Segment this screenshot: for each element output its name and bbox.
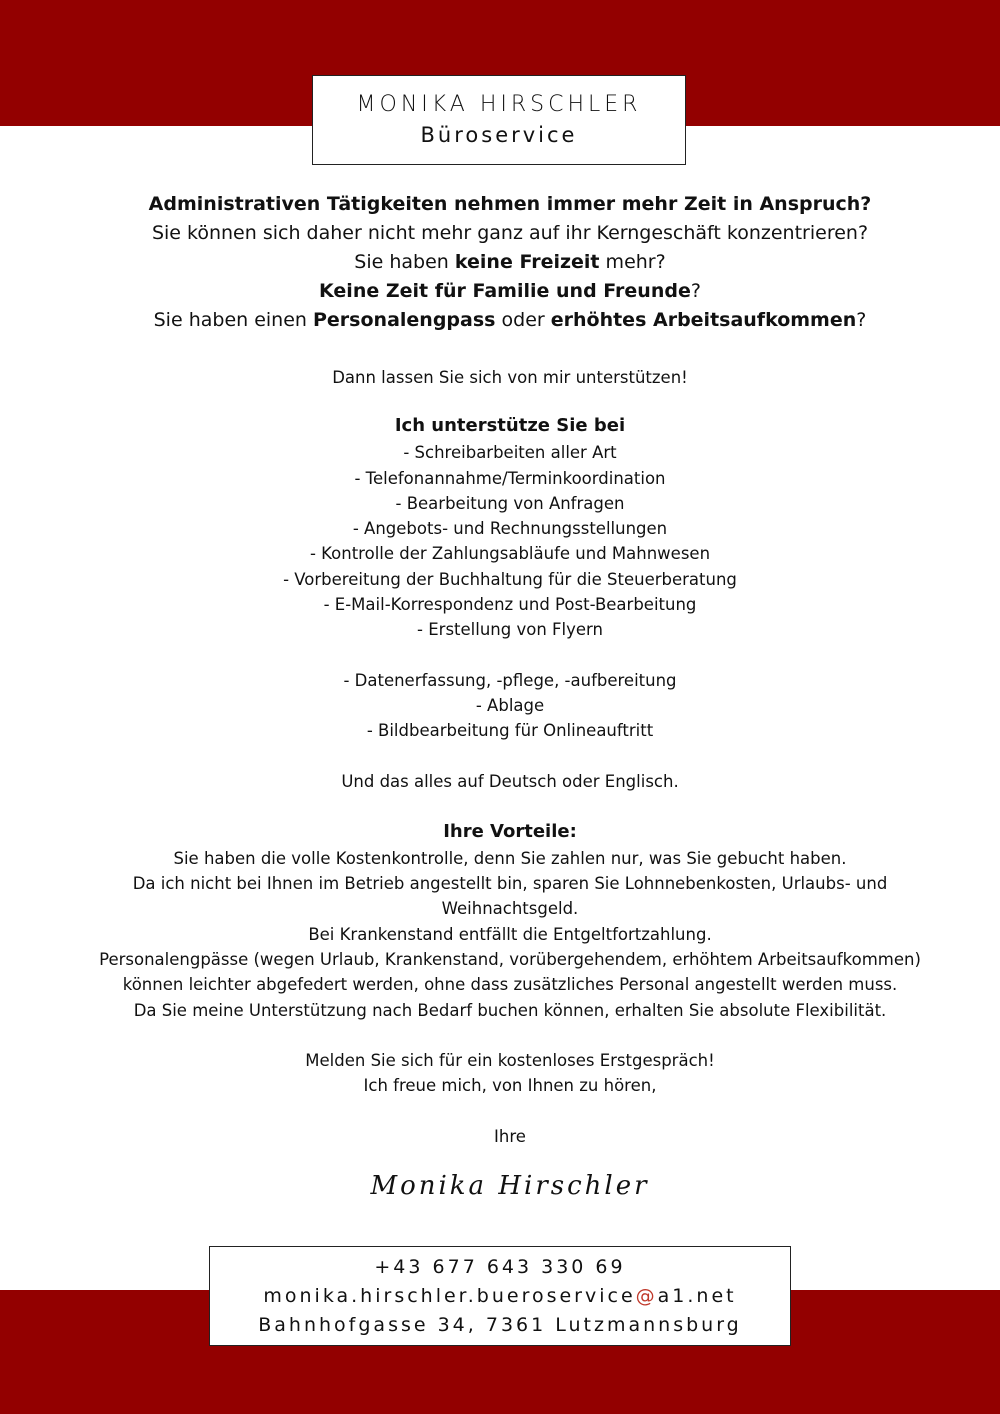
benefit-line: Weihnachtsgeld. bbox=[441, 899, 579, 919]
closing-greeting: Ich freue mich, von Ihnen zu hören, bbox=[363, 1076, 657, 1096]
service-item: - E-Mail-Korrespondenz und Post-Bearbeitung bbox=[323, 595, 697, 615]
company-subtitle: Büroservice bbox=[420, 123, 578, 147]
benefit-line: können leichter abgefedert werden, ohne dass zusätzliches Personal angestellt werden muss. bbox=[122, 975, 898, 995]
intro-question-3: Sie haben keine Freizeit mehr? bbox=[354, 251, 666, 273]
intro-question-5: Sie haben einen Personalengpass oder erhöhtes Arbeitsaufkommen? bbox=[153, 309, 867, 331]
signature: Monika Hirschler bbox=[370, 1170, 650, 1201]
service-item: - Erstellung von Flyern bbox=[417, 620, 603, 640]
service-item: - Telefonannahme/Terminkoordination bbox=[354, 468, 666, 488]
at-sign: @ bbox=[635, 1285, 658, 1307]
flyer-content bbox=[60, 190, 960, 1201]
services-heading: Ich unterstütze Sie bei bbox=[394, 415, 626, 437]
service-item: - Kontrolle der Zahlungsabläufe und Mahnwesen bbox=[309, 544, 711, 564]
contact-box bbox=[209, 1246, 791, 1346]
closing-call-to-action: Melden Sie sich für ein kostenloses Erstgespräch! bbox=[305, 1050, 715, 1070]
services-list-extra bbox=[60, 668, 960, 744]
benefit-line: Sie haben die volle Kostenkontrolle, denn Sie zahlen nur, was Sie gebucht haben. bbox=[173, 848, 847, 868]
service-item: - Datenerfassung, -pflege, -aufbereitung bbox=[343, 670, 677, 690]
support-line: Dann lassen Sie sich von mir unterstützen! bbox=[332, 368, 688, 387]
service-item: - Bildbearbeitung für Onlineauftritt bbox=[366, 721, 654, 741]
service-item: - Bearbeitung von Anfragen bbox=[395, 493, 625, 513]
closing-regards: Ihre bbox=[494, 1126, 526, 1146]
benefit-line: Da ich nicht bei Ihnen im Betrieb angestellt bin, sparen Sie Lohnnebenkosten, Urlaubs- und bbox=[132, 874, 888, 894]
benefits-list bbox=[60, 846, 960, 1023]
service-item: - Vorbereitung der Buchhaltung für die Steuerberatung bbox=[283, 569, 737, 589]
intro-question-2: Sie können sich daher nicht mehr ganz auf ihr Kerngeschäft konzentrieren? bbox=[151, 222, 869, 244]
phone-number: +43 677 643 330 69 bbox=[374, 1256, 626, 1278]
intro-question-1: Administrativen Tätigkeiten nehmen immer mehr Zeit in Anspruch? bbox=[148, 193, 872, 215]
postal-address: Bahnhofgasse 34, 7361 Lutzmannsburg bbox=[258, 1314, 742, 1336]
service-item: - Schreibarbeiten aller Art bbox=[403, 443, 617, 463]
services-list bbox=[60, 440, 960, 642]
benefit-line: Personalengpässe (wegen Urlaub, Krankenstand, vorübergehendem, erhöhtem Arbeitsaufkommen) bbox=[99, 950, 921, 970]
service-item: - Angebots- und Rechnungsstellungen bbox=[352, 519, 668, 539]
benefit-line: Bei Krankenstand entfällt die Entgeltfortzahlung. bbox=[308, 924, 712, 944]
service-item: - Ablage bbox=[475, 695, 545, 715]
intro-question-4: Keine Zeit für Familie und Freunde? bbox=[319, 280, 701, 302]
email-address[interactable]: monika.hirschler.bueroservice@a1.net bbox=[263, 1285, 737, 1307]
benefits-heading: Ihre Vorteile: bbox=[443, 820, 577, 842]
benefit-line: Da Sie meine Unterstützung nach Bedarf buchen können, erhalten Sie absolute Flexibilität. bbox=[133, 1000, 887, 1020]
languages-line: Und das alles auf Deutsch oder Englisch. bbox=[341, 771, 679, 791]
company-name: MONIKA HIRSCHLER bbox=[356, 92, 642, 117]
header-box bbox=[312, 75, 686, 165]
